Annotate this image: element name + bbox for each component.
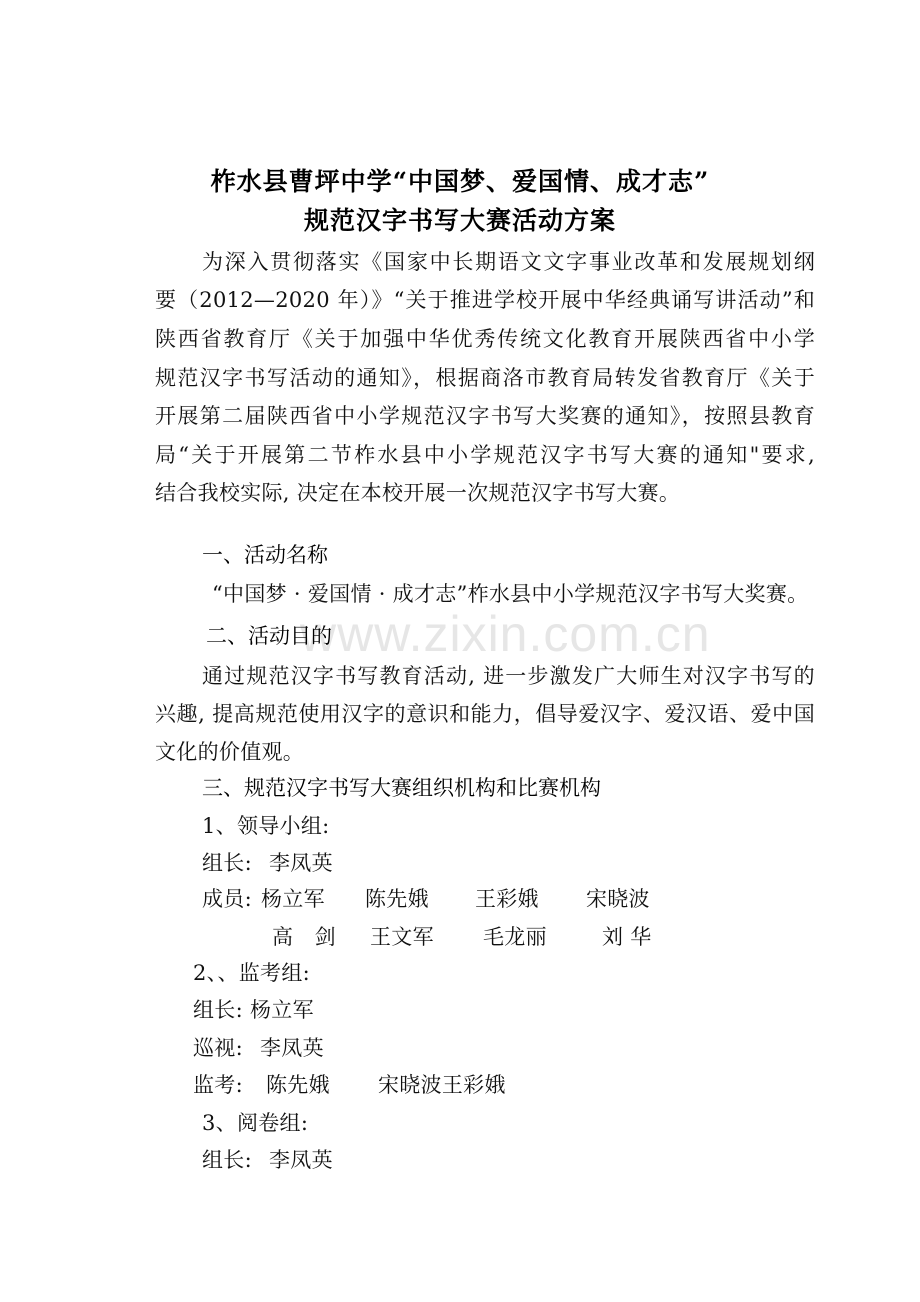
section-1-heading: 一、活动名称 xyxy=(202,543,328,567)
group-3-leader-row xyxy=(202,1146,862,1174)
intro-line-5: 开展第二届陕西省中小学规范汉字书写大奖赛的通知》，按照县教育 xyxy=(155,404,815,428)
proctor-name: 宋晓波王彩娥 xyxy=(377,1073,506,1097)
section-2-line-3: 文化的价值观。 xyxy=(155,740,305,764)
section-1-text: “中国梦 · 爱国情 · 成才志”柞水县中小学规范汉字书写大奖赛。 xyxy=(212,582,809,606)
group-1-members-label: 成员: xyxy=(202,887,252,911)
group-1-leader-label: 组长: xyxy=(202,851,252,875)
section-3-heading: 三、规范汉字书写大赛组织机构和比赛机构 xyxy=(202,776,601,800)
group-2-leader: 杨立军 xyxy=(249,998,314,1022)
group-1-title: 1、领导小组: xyxy=(202,814,330,838)
section-2-line-2: 兴趣, 提高规范使用汉字的意识和能力，倡导爱汉字、爱汉语、爱中国 xyxy=(155,702,815,726)
member-name: 毛龙丽 xyxy=(482,925,547,949)
section-2-line-1: 通过规范汉字书写教育活动, 进一步激发广大师生对汉字书写的 xyxy=(202,664,815,688)
document-title-line-2: 规范汉字书写大赛活动方案 xyxy=(303,206,616,235)
intro-line-1: 为深入贯彻落实《国家中长期语文文字事业改革和发展规划纲 xyxy=(202,250,815,274)
intro-line-7: 结合我校实际, 决定在本校开展一次规范汉字书写大赛。 xyxy=(155,481,681,505)
group-2-patrol-row xyxy=(193,1034,853,1062)
group-2-patrol: 李凤英 xyxy=(259,1036,324,1060)
watermark: www.zixin.com.cn xyxy=(300,606,711,662)
group-3-leader: 李凤英 xyxy=(268,1148,333,1172)
member-name: 宋晓波 xyxy=(585,887,650,911)
member-name: 王彩娥 xyxy=(474,887,539,911)
member-name: 陈先娥 xyxy=(364,887,429,911)
intro-line-6: 局“关于开展第二节柞水县中小学规范汉字书写大赛的通知"要求, xyxy=(155,443,815,467)
group-2-proctor-row xyxy=(193,1071,853,1099)
proctor-name: 陈先娥 xyxy=(265,1073,330,1097)
group-3-title: 3、阅卷组: xyxy=(202,1111,309,1135)
document-title-line-1: 柞水县曹坪中学“中国梦、爱国情、成才志” xyxy=(210,167,710,196)
group-1-members-row-2 xyxy=(272,923,920,951)
section-2-heading: 二、活动目的 xyxy=(206,624,332,648)
group-2-proctor-label: 监考: xyxy=(193,1073,243,1097)
intro-line-2: 要（2012—2020 年）》“关于推进学校开展中华经典诵写讲活动”和 xyxy=(155,288,815,312)
member-name: 高 剑 xyxy=(272,925,336,949)
member-name: 杨立军 xyxy=(260,887,325,911)
member-name: 王文军 xyxy=(369,925,434,949)
member-name: 刘 华 xyxy=(601,925,652,949)
group-2-patrol-label: 巡视: xyxy=(193,1036,243,1060)
group-1-leader: 李凤英 xyxy=(268,851,333,875)
group-2-title: 2、、监考组: xyxy=(193,961,311,985)
group-2-leader-row xyxy=(193,996,853,1024)
intro-line-3: 陕西省教育厅《关于加强中华优秀传统文化教育开展陕西省中小学 xyxy=(155,327,815,351)
intro-line-4: 规范汉字书写活动的通知》，根据商洛市教育局转发省教育厅《关于 xyxy=(155,366,815,390)
group-3-leader-label: 组长: xyxy=(202,1148,252,1172)
group-1-leader-row xyxy=(202,849,862,877)
group-1-members-row-1 xyxy=(202,885,862,913)
group-2-leader-label: 组长: xyxy=(193,998,243,1022)
